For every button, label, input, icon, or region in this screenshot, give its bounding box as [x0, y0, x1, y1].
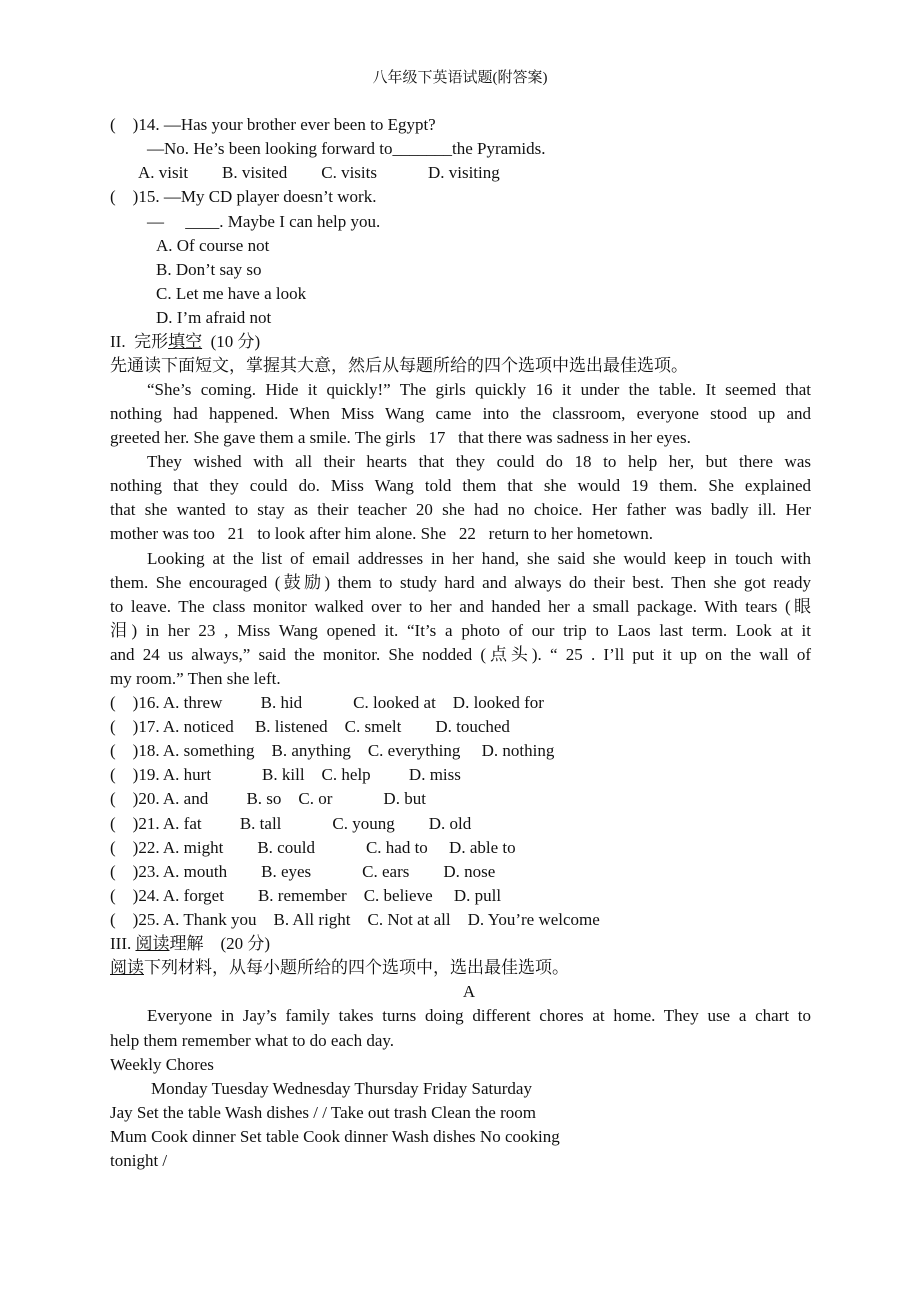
s3-instr-underlined: 阅读 [110, 958, 144, 977]
question-14-options: A. visit B. visited C. visits D. visiting [138, 163, 500, 182]
s3-instr-post: 下列材料，从每小题所给的四个选项中，选出最佳选项。 [144, 958, 569, 977]
chart-jay-row: Jay Set the table Wash dishes / / Take out trash Clean the room [110, 1103, 536, 1122]
section-2-title [110, 330, 260, 354]
passage-line-8: Looking at the list of email addresses in her hand, she said she would keep in touch with [147, 549, 811, 568]
passage-line-11: 泪) in her 23 , Miss Wang opened it. “It’s a photo of our trip to Laos last term. Look at it [110, 621, 811, 640]
question-15-dialogue: — ____. Maybe I can help you. [147, 212, 381, 231]
passage-line-13: my room.” Then she left. [110, 669, 281, 688]
choice-24: ( )24. A. forget B. remember C. believe D. pull [110, 886, 502, 905]
choice-23: ( )23. A. mouth B. eyes C. ears D. nose [110, 862, 496, 881]
q14-line-pre: —No. He’s been looking forward to [147, 139, 393, 158]
choice-17: ( )17. A. noticed B. listened C. smelt D. touched [110, 717, 510, 736]
question-14-stem: ( )14. —Has your brother ever been to Egypt? [110, 115, 436, 134]
s3-title-underlined: 阅读 [135, 934, 170, 953]
passage-line-9: them. She encouraged (鼓励) them to study hard and always do their best. Then she got ready [110, 573, 811, 592]
question-15-option-c: C. Let me have a look [156, 284, 307, 303]
choice-19: ( )19. A. hurt B. kill C. help D. miss [110, 765, 461, 784]
choice-25: ( )25. A. Thank you B. All right C. Not at all D. You’re welcome [110, 910, 600, 929]
passage-line-3: greeted her. She gave them a smile. The girls 17 that there was sadness in her eyes. [110, 428, 691, 447]
choice-20: ( )20. A. and B. so C. or D. but [110, 789, 426, 808]
choice-22: ( )22. A. might B. could C. had to D. able to [110, 838, 516, 857]
choice-18: ( )18. A. something B. anything C. everything D. nothing [110, 741, 555, 760]
page-header: 八年级下英语试题(附答案) [372, 70, 548, 86]
chart-mum-row-continued: tonight / [110, 1151, 168, 1170]
passage-line-12: and 24 us always,” said the monitor. She nodded (点头). “ 25 . I’ll put it up on the wall of [110, 645, 811, 664]
passage-line-5: nothing that they could do. Miss Wang told them that she would 19 them. She explained [110, 476, 811, 495]
question-15-option-b: B. Don’t say so [156, 260, 262, 279]
question-14-dialogue [147, 137, 546, 161]
passage-line-6: that she wanted to stay as their teacher 20 she had no choice. Her father was badly ill. Her [110, 500, 811, 519]
part-a-label: A [462, 982, 476, 1001]
s2-title-underlined: 填空 [168, 332, 203, 351]
s3-title-post: 理解 (20 分) [169, 934, 271, 953]
choice-21: ( )21. A. fat B. tall C. young D. old [110, 814, 472, 833]
section-2-instruction: 先通读下面短文，掌握其大意，然后从每题所给的四个选项中选出最佳选项。 [110, 356, 688, 375]
q14-blank: _______ [392, 139, 453, 158]
passage-a-line-1: Everyone in Jay’s family takes turns doing different chores at home. They use a chart to [147, 1006, 811, 1025]
passage-line-1: “She’s coming. Hide it quickly!” The girls quickly 16 it under the table. It seemed that [147, 380, 811, 399]
question-15-option-a: A. Of course not [156, 236, 270, 255]
choice-16: ( )16. A. threw B. hid C. looked at D. looked for [110, 693, 544, 712]
passage-line-4: They wished with all their hearts that they could do 18 to help her, but there was [147, 452, 811, 471]
question-15-stem: ( )15. —My CD player doesn’t work. [110, 187, 377, 206]
question-15-option-d: D. I’m afraid not [156, 308, 272, 327]
chart-days-row: Monday Tuesday Wednesday Thursday Friday Saturday [151, 1079, 532, 1098]
passage-line-2: nothing had happened. When Miss Wang came into the classroom, everyone stood up and [110, 404, 811, 423]
passage-a-line-2: help them remember what to do each day. [110, 1031, 395, 1050]
s2-title-post: (10 分) [202, 332, 261, 351]
s2-title-pre: II. 完形 [110, 332, 169, 351]
section-3-title [110, 932, 270, 956]
chart-title: Weekly Chores [110, 1055, 214, 1074]
passage-line-7: mother was too 21 to look after him alone. She 22 return to her hometown. [110, 524, 653, 543]
q14-line-post: the Pyramids. [452, 139, 546, 158]
s3-title-pre: III. [110, 934, 136, 953]
section-3-instruction [110, 956, 569, 980]
passage-line-10: to leave. The class monitor walked over to her and handed her a small package. With tears (眼 [110, 597, 811, 616]
chart-mum-row: Mum Cook dinner Set table Cook dinner Wash dishes No cooking [110, 1127, 560, 1146]
